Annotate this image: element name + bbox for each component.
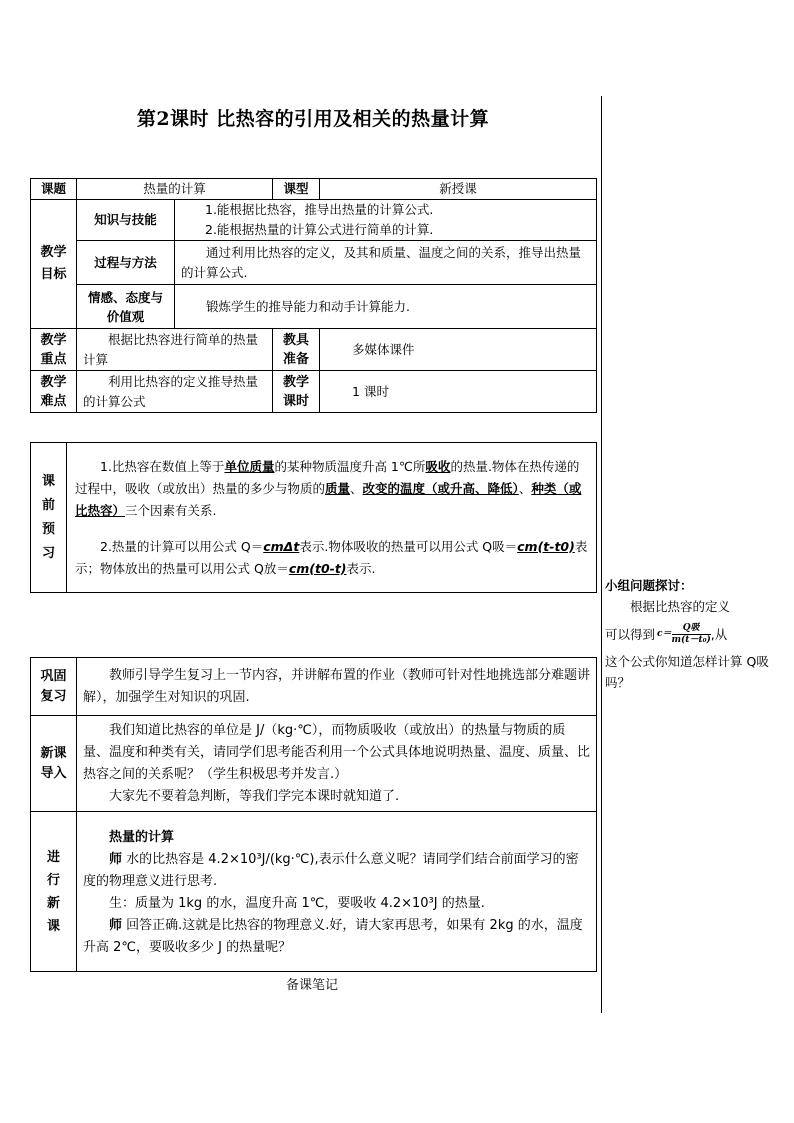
knowledge-cell	[175, 200, 597, 241]
side-note-heading: 小组问题探讨：	[605, 578, 693, 593]
preview-label: 课前预习	[31, 443, 67, 593]
difficulty-text: 利用比热容的定义推导热量的计算公式	[77, 371, 273, 413]
process-label: 过程与方法	[77, 241, 175, 285]
knowledge-1: 1.能根据比热容，推导出热量的计算公式.	[205, 202, 434, 217]
process-text: 通过利用比热容的定义，及其和质量、温度之间的关系，推导出热量的计算公式.	[175, 241, 597, 285]
tools-label: 教具准备	[273, 329, 320, 371]
newlesson-label: 进行新课	[31, 812, 77, 972]
review-text: 教师引导学生复习上一节内容，并讲解布置的作业（教师可针对性地挑选部分难题讲解），加强学生对知识的巩固.	[77, 658, 597, 716]
key-text: 根据比热容进行简单的热量计算	[77, 329, 273, 371]
intro-label: 新课导入	[31, 716, 77, 812]
intro-text-1: 我们知道比热容的单位是 J/（kg·℃），而物质吸收（或放出）的热量与物质的质量、温度和种类有关，请同学们思考能否利用一个公式具体地说明热量、温度、质量、比热容之间的关系呢？（学生积极思考并发言.）	[83, 722, 591, 782]
side-note-line-2: 可以得到 c＝ $\frac{\text{Q吸}}{\text{m(t－t₀)}}$ ,从	[605, 622, 728, 645]
review-label: 巩固复习	[31, 658, 77, 716]
emotion-label: 情感、态度与 价值观	[77, 285, 175, 329]
intro-text-2: 大家先不要着急判断，等我们学完本课时就知道了.	[109, 788, 400, 804]
lesson-info-table	[30, 178, 597, 413]
emotion-text: 锻炼学生的推导能力和动手计算能力.	[175, 285, 597, 329]
preview-table	[30, 442, 597, 593]
newlesson-heading: 热量的计算	[109, 829, 175, 845]
topic-label: 课题	[31, 179, 77, 200]
knowledge-label: 知识与技能	[77, 200, 175, 241]
side-note	[605, 575, 783, 693]
type-value: 新授课	[320, 179, 597, 200]
lesson-process-table	[30, 657, 597, 972]
hours-text: 1 课时	[320, 371, 597, 413]
goals-label: 教学目标	[31, 200, 77, 329]
formula-fraction: $\frac{\text{Q吸}}{\text{m(t－t₀)}}$	[671, 622, 711, 645]
hours-label: 教学课时	[273, 371, 320, 413]
side-note-line-1: 根据比热容的定义	[630, 599, 731, 614]
side-note-line-3: 这个公式你知道怎样计算 Q吸吗？	[605, 654, 769, 690]
knowledge-2: 2.能根据热量的计算公式进行简单的计算.	[205, 222, 434, 237]
tools-text: 多媒体课件	[320, 329, 597, 371]
newlesson-line-3: 师 回答正确.这就是比热容的物理意义.好，请大家再思考，如果有 2kg 的水，温度升高 2℃，要吸收多少 J 的热量呢？	[83, 917, 583, 955]
newlesson-line-1: 师 水的比热容是 4.2×10³J/(kg·℃),表示什么意义呢？请同学们结合前面学习的密度的物理意义进行思考.	[83, 851, 579, 889]
margin-divider	[601, 96, 602, 1013]
intro-content	[77, 716, 597, 812]
page-title: 第2课时 比热容的引用及相关的热量计算	[136, 108, 490, 130]
preview-p1: 1.比热容在数值上等于单位质量的某种物质温度升高 1℃所吸收的热量.物体在热传递的过程中，吸收（或放出）热量的多少与物质的质量、改变的温度（或升高、降低）、种类（或比热容）三个因素有关系.	[75, 458, 582, 518]
preview-p2: 2.热量的计算可以用公式 Q＝cmΔt表示.物体吸收的热量可以用公式 Q吸＝cm(t-t0)表示；物体放出的热量可以用公式 Q放＝cm(t0-t)表示.	[75, 538, 588, 576]
type-label: 课型	[273, 179, 320, 200]
footer-note: 备课笔记	[286, 978, 339, 993]
key-label: 教学重点	[31, 329, 77, 371]
preview-content	[67, 443, 597, 593]
topic-value: 热量的计算	[77, 179, 273, 200]
difficulty-label: 教学难点	[31, 371, 77, 413]
newlesson-line-2: 生：质量为 1kg 的水，温度升高 1℃，要吸收 4.2×10³J 的热量.	[109, 895, 485, 911]
newlesson-content	[77, 812, 597, 972]
